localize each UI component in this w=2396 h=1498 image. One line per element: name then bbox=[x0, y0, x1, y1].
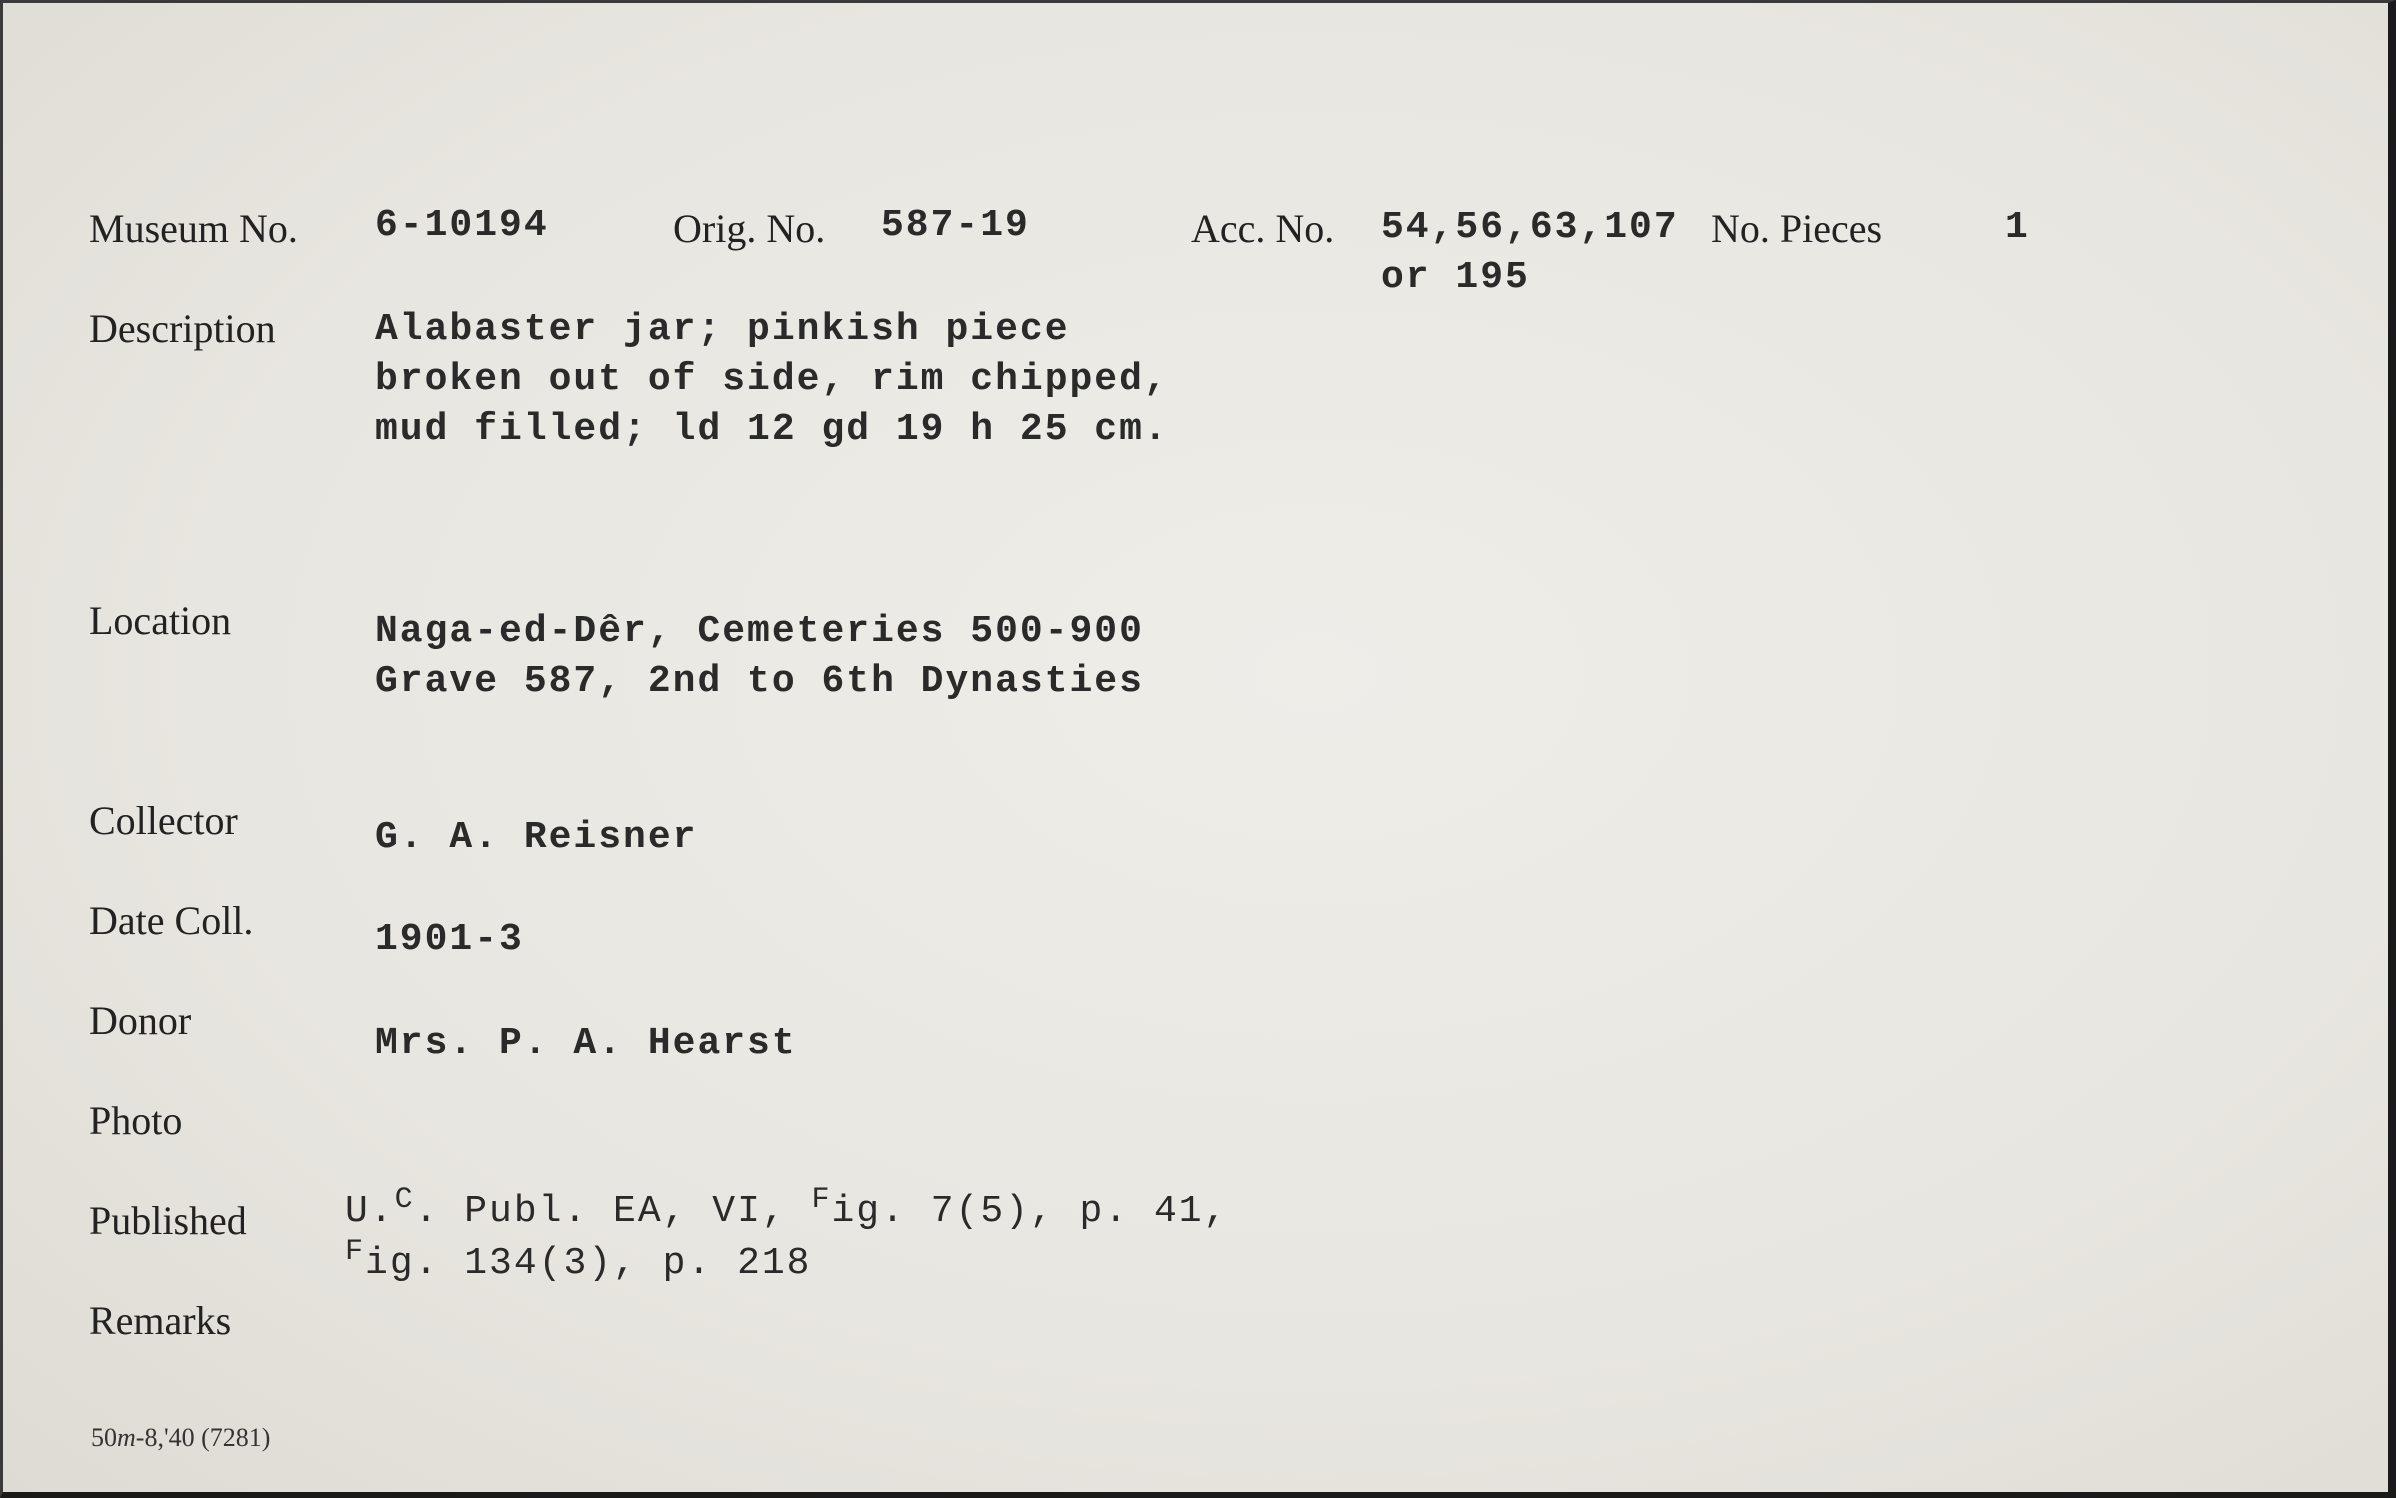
description-line-2: broken out of side, rim chipped, bbox=[375, 358, 1169, 401]
acc-no-label: Acc. No. bbox=[1191, 206, 1335, 251]
orig-no-label: Orig. No. bbox=[673, 206, 826, 251]
published-superscript: C bbox=[394, 1183, 415, 1217]
print-code-prefix: 50 bbox=[91, 1423, 117, 1452]
museum-no-label: Museum No. bbox=[89, 206, 298, 251]
published-superscript: F bbox=[811, 1183, 832, 1217]
orig-no-value: 587-19 bbox=[881, 204, 1030, 247]
photo-label: Photo bbox=[89, 1098, 183, 1143]
date-coll-label: Date Coll. bbox=[89, 898, 254, 943]
description-value bbox=[375, 305, 1169, 455]
donor-value: Mrs. P. A. Hearst bbox=[375, 1022, 797, 1065]
no-pieces-value: 1 bbox=[2005, 206, 2030, 249]
published-superscript: F bbox=[345, 1235, 366, 1269]
print-code bbox=[91, 1423, 270, 1453]
description-label: Description bbox=[89, 306, 276, 351]
published-line-1 bbox=[345, 1183, 1229, 1239]
museum-no-value: 6-10194 bbox=[375, 204, 549, 247]
published-line-2 bbox=[345, 1235, 1228, 1291]
donor-label: Donor bbox=[89, 998, 192, 1043]
published-text: . Publ. EA, VI, bbox=[414, 1190, 812, 1233]
published-text: ig. 7(5), p. 41, bbox=[831, 1190, 1229, 1233]
print-code-rest: -8,'40 (7281) bbox=[135, 1423, 271, 1452]
published-text: ig. 134(3), p. 218 bbox=[365, 1242, 812, 1285]
published-text: U. bbox=[345, 1190, 395, 1233]
date-coll-value: 1901-3 bbox=[375, 918, 524, 961]
location-line-1: Naga-ed-Dêr, Cemeteries 500-900 bbox=[375, 610, 1144, 653]
location-value bbox=[375, 607, 1144, 707]
location-label: Location bbox=[89, 598, 232, 643]
published-value bbox=[345, 1183, 1229, 1291]
remarks-label: Remarks bbox=[89, 1298, 232, 1343]
published-label: Published bbox=[89, 1198, 247, 1243]
collector-label: Collector bbox=[89, 798, 238, 843]
location-line-2: Grave 587, 2nd to 6th Dynasties bbox=[375, 660, 1144, 703]
no-pieces-label: No. Pieces bbox=[1711, 206, 1883, 251]
description-line-1: Alabaster jar; pinkish piece bbox=[375, 308, 1070, 351]
acc-no-line-1: 54,56,63,107 bbox=[1381, 206, 1679, 249]
collector-value: G. A. Reisner bbox=[375, 816, 698, 859]
description-line-3: mud filled; ld 12 gd 19 h 25 cm. bbox=[375, 408, 1169, 451]
acc-no-value bbox=[1381, 203, 1679, 303]
acc-no-line-2: or 195 bbox=[1381, 256, 1530, 299]
print-code-italic: m bbox=[117, 1423, 136, 1452]
